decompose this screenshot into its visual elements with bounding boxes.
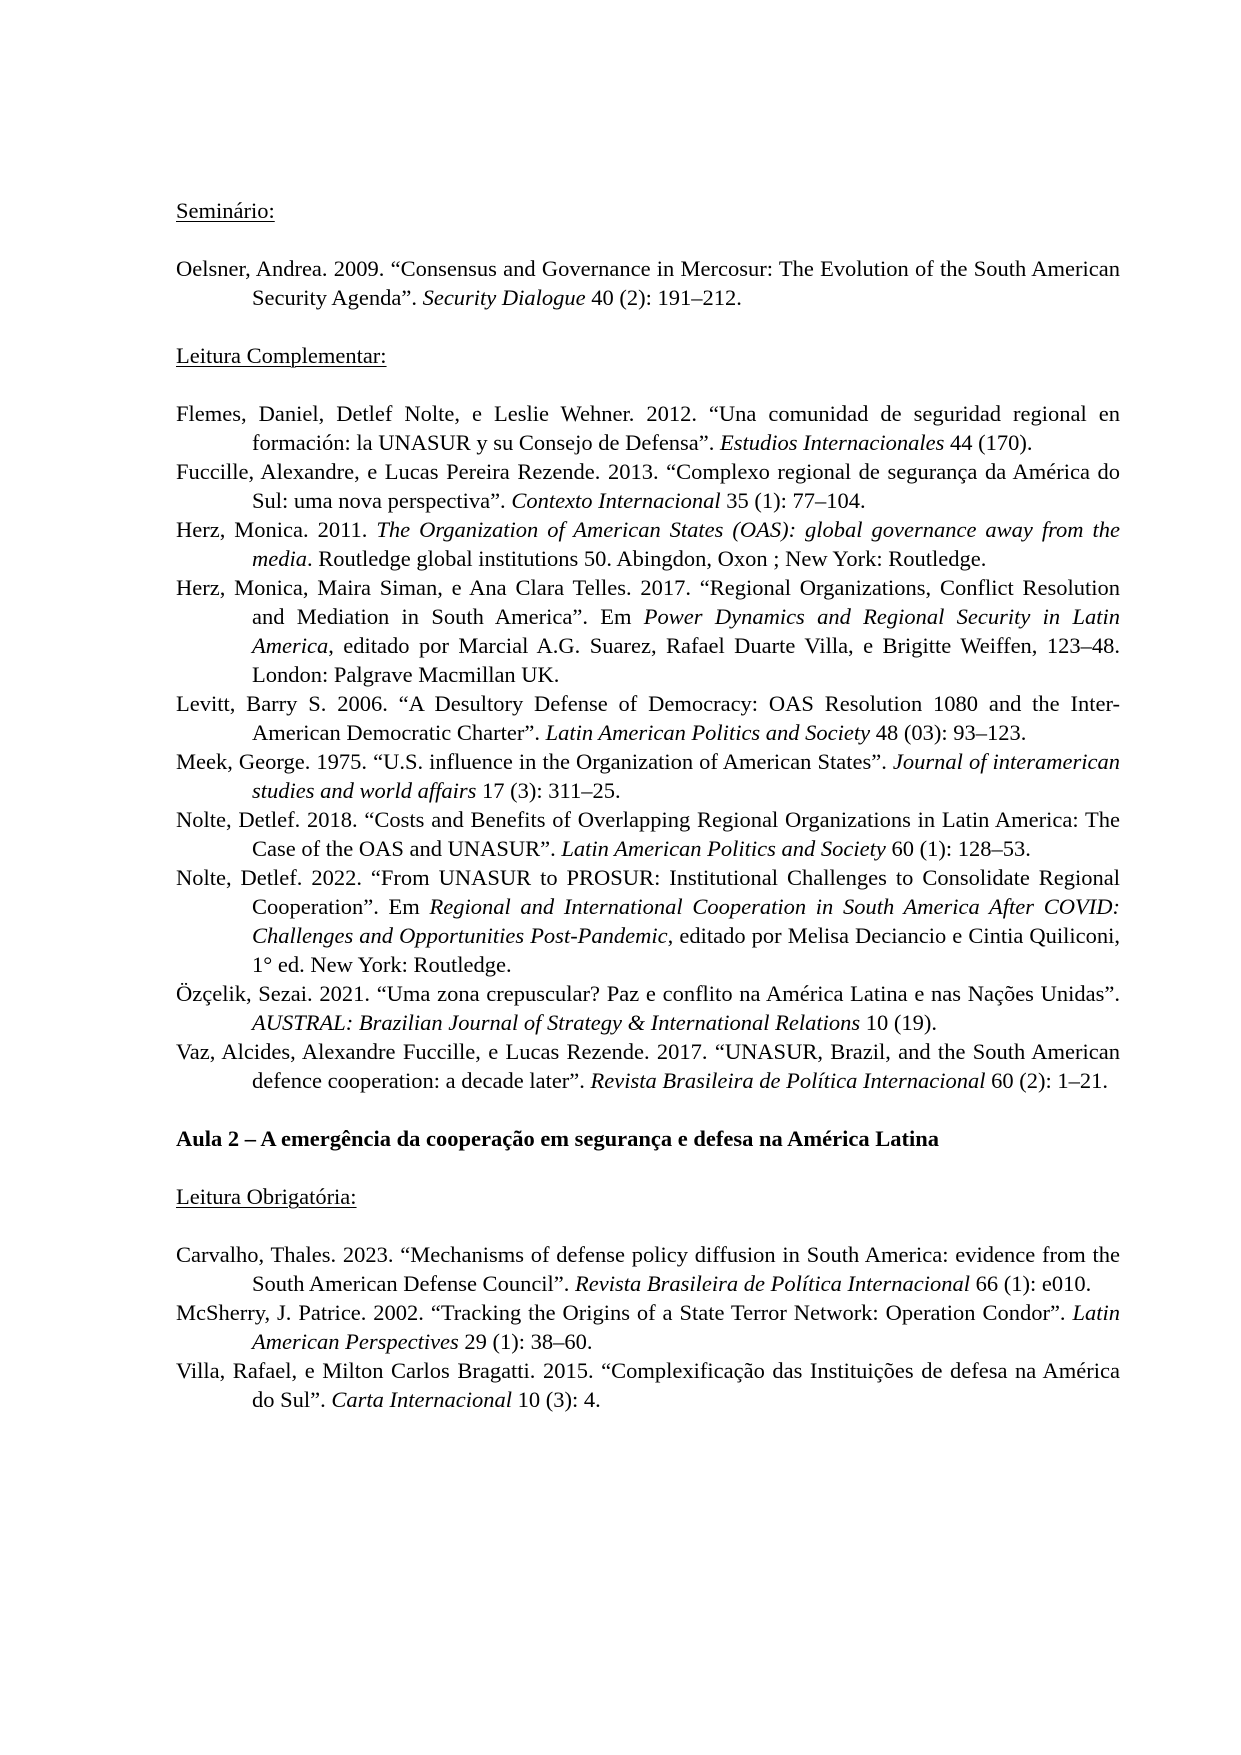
- reference-entry: Meek, George. 1975. “U.S. influence in the Organization of American States”. Journal of interamerican studies and world affairs 17 (3): 311–25.: [176, 749, 1120, 803]
- leitura-obrigatoria-list: [176, 1240, 1120, 1414]
- seminario-list: [176, 254, 1120, 312]
- reference-entry: Carvalho, Thales. 2023. “Mechanisms of defense policy diffusion in South America: evidence from the South American Defense Council”. Revista Brasileira de Política Internacional 66 (1): e010.: [176, 1242, 1120, 1296]
- leitura-obrigatoria-heading: Leitura Obrigatória:: [176, 1184, 357, 1209]
- reference-entry: Nolte, Detlef. 2018. “Costs and Benefits of Overlapping Regional Organizations in Latin America: The Case of the OAS and UNASUR”. Latin American Politics and Society 60 (1): 128–53.: [176, 807, 1120, 861]
- reference-entry: Flemes, Daniel, Detlef Nolte, e Leslie Wehner. 2012. “Una comunidad de seguridad regional en formación: la UNASUR y su Consejo de Defensa”. Estudios Internacionales 44 (170).: [176, 401, 1120, 455]
- document-page: [176, 196, 1120, 1414]
- reference-entry: Herz, Monica. 2011. The Organization of American States (OAS): global governance away from the media. Routledge global institutions 50. Abingdon, Oxon ; New York: Routledge.: [176, 517, 1120, 571]
- reference-entry: Levitt, Barry S. 2006. “A Desultory Defense of Democracy: OAS Resolution 1080 and the Inter-American Democratic Charter”. Latin American Politics and Society 48 (03): 93–123.: [176, 691, 1120, 745]
- seminario-heading: Seminário:: [176, 198, 275, 223]
- reference-entry: Fuccille, Alexandre, e Lucas Pereira Rezende. 2013. “Complexo regional de segurança da América do Sul: uma nova perspectiva”. Contexto Internacional 35 (1): 77–104.: [176, 459, 1120, 513]
- aula-2-title: Aula 2 – A emergência da cooperação em segurança e defesa na América Latina: [176, 1126, 940, 1151]
- reference-entry: Özçelik, Sezai. 2021. “Uma zona crepuscular? Paz e conflito na América Latina e nas Nações Unidas”. AUSTRAL: Brazilian Journal of Strategy & International Relations 10 (19).: [176, 981, 1120, 1035]
- reference-entry: Vaz, Alcides, Alexandre Fuccille, e Lucas Rezende. 2017. “UNASUR, Brazil, and the South American defence cooperation: a decade later”. Revista Brasileira de Política Internacional 60 (2): 1–21.: [176, 1039, 1120, 1093]
- reference-entry: Villa, Rafael, e Milton Carlos Bragatti. 2015. “Complexificação das Instituições de defesa na América do Sul”. Carta Internacional 10 (3): 4.: [176, 1358, 1120, 1412]
- reference-entry: McSherry, J. Patrice. 2002. “Tracking the Origins of a State Terror Network: Operation Condor”. Latin American Perspectives 29 (1): 38–60.: [176, 1300, 1120, 1354]
- leitura-complementar-heading: Leitura Complementar:: [176, 343, 387, 368]
- reference-entry: Oelsner, Andrea. 2009. “Consensus and Governance in Mercosur: The Evolution of the South American Security Agenda”. Security Dialogue 40 (2): 191–212.: [176, 256, 1120, 310]
- leitura-complementar-list: [176, 399, 1120, 1095]
- reference-entry: Herz, Monica, Maira Siman, e Ana Clara Telles. 2017. “Regional Organizations, Conflict Resolution and Mediation in South America”. Em Power Dynamics and Regional Security in Latin America, editado por Marcial A.G. Suarez, Rafael Duarte Villa, e Brigitte Weiffen, 123–48. London: Palgrave Macmillan UK.: [176, 575, 1120, 687]
- reference-entry: Nolte, Detlef. 2022. “From UNASUR to PROSUR: Institutional Challenges to Consolidate Regional Cooperation”. Em Regional and International Cooperation in South America After COVID: Challenges and Opportunities Post-Pandemic, editado por Melisa Deciancio e Cintia Quiliconi, 1° ed. New York: Routledge.: [176, 865, 1120, 977]
